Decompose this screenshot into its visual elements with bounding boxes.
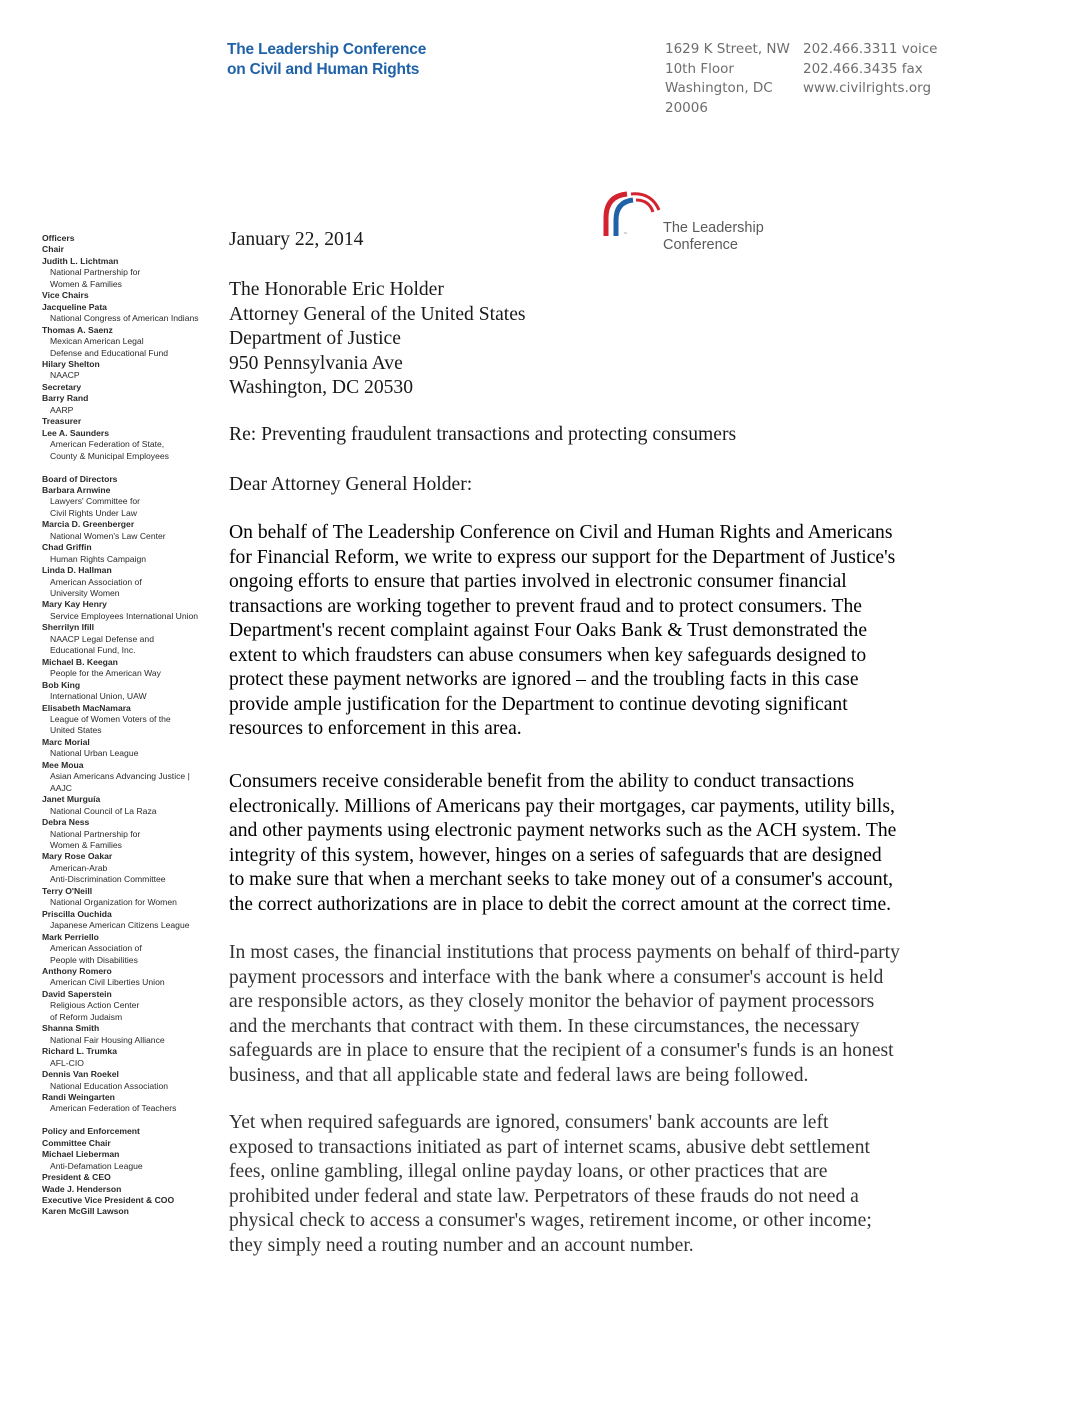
body-paragraph xyxy=(229,770,974,917)
recipient-line: The Honorable Eric Holder xyxy=(229,279,444,300)
sidebar-org: People for the American Way xyxy=(50,668,161,679)
sidebar-name: Michael B. Keegan xyxy=(42,656,118,667)
letter-date: January 22, 2014 xyxy=(229,229,364,250)
address-line: 1629 K Street, NW xyxy=(665,41,790,57)
sidebar-org: Mexican American Legal xyxy=(50,336,144,347)
sidebar-org: Civil Rights Under Law xyxy=(50,507,137,518)
paragraph-line: prohibited under federal and state law. Perpetrators of these frauds do not need a xyxy=(229,1185,859,1207)
paragraph-line: for Financial Reform, we write to express our support for the Department of Justice's xyxy=(229,546,896,568)
website-link[interactable]: www.civilrights.org xyxy=(803,80,932,96)
org-name-line-1: The Leadership Conference xyxy=(227,41,427,58)
sidebar-org: NAACP Legal Defense and xyxy=(50,633,154,644)
address-line: Washington, DC xyxy=(665,80,773,96)
sidebar-org: Japanese American Citizens League xyxy=(50,920,190,931)
sidebar-name: Barry Rand xyxy=(42,393,89,404)
logo-text-line-1: The Leadership xyxy=(663,220,764,236)
sidebar-org: AFL-CIO xyxy=(50,1057,84,1068)
sidebar-org: American-Arab xyxy=(50,862,108,873)
sidebar-name: Lee A. Saunders xyxy=(42,427,110,438)
paragraph-line: safeguards are in place to ensure that the recipient of a consumer's funds is an honest xyxy=(229,1040,894,1061)
org-name-line-2: on Civil and Human Rights xyxy=(227,61,420,78)
logo-text-line-2: Conference xyxy=(663,237,738,253)
sidebar-role: Treasurer xyxy=(42,416,82,427)
sidebar-org: People with Disabilities xyxy=(50,954,138,965)
body-paragraph xyxy=(229,521,974,742)
sidebar-org: Women & Families xyxy=(50,840,122,850)
sidebar-role: Secretary xyxy=(42,381,82,392)
body-paragraph xyxy=(229,941,974,1088)
sidebar-name: Chad Griffin xyxy=(42,542,92,553)
sidebar-name: Jacqueline Pata xyxy=(42,301,107,312)
phone-voice: 202.466.3311 voice xyxy=(803,41,938,57)
paragraph-line: fees, online gambling, illegal online payday loans, or other practices that are xyxy=(229,1161,828,1182)
sidebar-org: AARP xyxy=(50,404,74,415)
sidebar-org: NAACP xyxy=(50,370,80,381)
sidebar-name: Karen McGill Lawson xyxy=(42,1206,129,1217)
sidebar-role: Vice Chairs xyxy=(42,290,89,301)
sidebar-org: Anti-Defamation League xyxy=(50,1160,143,1171)
sidebar-name: David Saperstein xyxy=(42,988,112,999)
sidebar-name: Mary Rose Oakar xyxy=(42,851,113,862)
paragraph-line: provide ample justification for the Department to continue devoting significant xyxy=(229,693,848,715)
paragraph-line: extent to which fraudsters can abuse consumers when key safeguards designed to xyxy=(229,644,867,666)
sidebar-name: Mark Perriello xyxy=(42,931,99,942)
letter-salutation: Dear Attorney General Holder: xyxy=(229,474,473,495)
sidebar-name: Barbara Arnwine xyxy=(42,484,111,495)
sidebar-name: Marc Morial xyxy=(42,736,90,747)
sidebar-name: Janet Murguía xyxy=(42,794,101,805)
sidebar-org: National Education Association xyxy=(50,1080,169,1091)
sidebar-role: Chair xyxy=(42,244,64,255)
letter-subject: Re: Preventing fraudulent transactions and protecting consumers xyxy=(229,424,737,445)
paragraph-line: physical check to access a consumer's wages, retirement income, or other income; xyxy=(229,1210,872,1231)
organization-name xyxy=(227,40,426,80)
sidebar-org: National Women's Law Center xyxy=(50,530,166,541)
sidebar-org: Human Rights Campaign xyxy=(50,553,147,564)
sidebar-org: National Organization for Women xyxy=(50,897,177,908)
sidebar-org: Lawyers' Committee for xyxy=(50,496,140,507)
sidebar-org: Educational Fund, Inc. xyxy=(50,645,136,656)
paragraph-line: to make sure that when a merchant seeks to take money out of a consumer's account, xyxy=(229,869,894,890)
sidebar-spacer xyxy=(42,462,217,473)
sidebar-role: President & CEO xyxy=(42,1172,111,1183)
body-paragraph xyxy=(229,1111,974,1258)
sidebar-name: Priscilla Ouchida xyxy=(42,908,112,919)
paragraph-line: Consumers receive considerable benefit from the ability to conduct transactions xyxy=(229,771,855,792)
sidebar-role: Officers xyxy=(42,233,75,243)
phone-fax: 202.466.3435 fax xyxy=(803,60,923,77)
sidebar-name: Randi Weingarten xyxy=(42,1091,115,1102)
sidebar-org: American Federation of State, xyxy=(50,439,165,450)
sidebar-org: of Reform Judaism xyxy=(50,1011,123,1022)
paragraph-line: transactions are working together to prevent fraud and to protect consumers. The xyxy=(229,595,862,617)
contact-info xyxy=(803,40,938,99)
sidebar-name: Terry O'Neill xyxy=(42,885,93,896)
sidebar-name: Hilary Shelton xyxy=(42,358,100,369)
logo-text xyxy=(663,220,764,254)
paragraph-line: ongoing efforts to ensure that parties involved in electronic consumer financial xyxy=(229,571,847,592)
sidebar-name: Michael Lieberman xyxy=(42,1149,120,1160)
paragraph-line: integrity of this system, however, hinges on a series of safeguards that are designed xyxy=(229,844,882,866)
paragraph-line: exposed to transactions initiated as part of internet scams, abusive debt settlement xyxy=(229,1136,870,1158)
sidebar-org: National Urban League xyxy=(50,748,139,759)
logo-trademark: ™ xyxy=(623,232,628,238)
sidebar-spacer xyxy=(42,1115,217,1126)
sidebar-name: Shanna Smith xyxy=(42,1023,100,1034)
paragraph-line: and other payments using electronic payment networks such as the ACH system. The xyxy=(229,820,897,841)
sidebar-org: International Union, UAW xyxy=(50,691,147,702)
sidebar-name: Mee Moua xyxy=(42,759,84,770)
sidebar-org: University Women xyxy=(50,588,120,599)
paragraph-line: electronically. Millions of Americans pay their mortgages, car payments, utility bills, xyxy=(229,795,895,817)
sidebar-name: Elisabeth MacNamara xyxy=(42,702,131,713)
sidebar-org: League of Women Voters of the xyxy=(50,714,171,725)
recipient-line: 950 Pennsylvania Ave xyxy=(229,352,403,374)
sidebar-org: National Partnership for xyxy=(50,267,141,278)
paragraph-line: are responsible actors, as they closely monitor the behavior of payment processors xyxy=(229,991,875,1012)
paragraph-line: and the merchants that contract with them. In these circumstances, the necessary xyxy=(229,1015,860,1037)
sidebar-org: Women & Families xyxy=(50,278,122,289)
sidebar-role: Committee Chair xyxy=(42,1137,111,1148)
sidebar-org: National Congress of American Indians xyxy=(50,313,199,324)
sidebar-name: Sherrilyn Ifill xyxy=(42,622,95,633)
paragraph-line: In most cases, the financial institutions that process payments on behalf of third-party xyxy=(229,942,900,963)
address-line: 10th Floor xyxy=(665,60,734,77)
sidebar-org: Defense and Educational Fund xyxy=(50,347,169,358)
sidebar-org: National Fair Housing Alliance xyxy=(50,1034,165,1045)
sidebar-org: Religious Action Center xyxy=(50,1000,140,1011)
sidebar-role: Executive Vice President & COO xyxy=(42,1195,175,1206)
sidebar-name: Mary Kay Henry xyxy=(42,599,107,610)
paragraph-line: the correct authorizations are in place to debit the correct amount at the correct time. xyxy=(229,893,892,915)
sidebar-name: Marcia D. Greenberger xyxy=(42,519,135,530)
sidebar-name: Judith L. Lichtman xyxy=(42,255,119,266)
sidebar-role: Policy and Enforcement xyxy=(42,1126,140,1137)
sidebar-name: Dennis Van Roekel xyxy=(42,1069,119,1080)
sidebar-org: Anti-Discrimination Committee xyxy=(50,874,166,885)
sidebar-name: Thomas A. Saenz xyxy=(42,324,113,335)
sidebar-name: Richard L. Trumka xyxy=(42,1046,117,1057)
paragraph-line: protect these payment networks are ignored – and the troubling facts in this case xyxy=(229,669,859,690)
logo-arcs-icon xyxy=(603,188,661,238)
sidebar-name: Debra Ness xyxy=(42,817,90,828)
sidebar-name: Linda D. Hallman xyxy=(42,565,112,576)
paragraph-line: Department's recent complaint against Four Oaks Bank & Trust demonstrated the xyxy=(229,620,868,641)
paragraph-line: resources to enforcement in this area. xyxy=(229,718,522,739)
sidebar-org: National Partnership for xyxy=(50,828,141,839)
address-line: 20006 xyxy=(665,99,708,116)
recipient-line: Washington, DC 20530 xyxy=(229,377,414,398)
leadership-conference-logo xyxy=(603,188,773,254)
sidebar-name: Bob King xyxy=(42,679,81,690)
sidebar-org: American Association of xyxy=(50,943,142,954)
recipient-line: Department of Justice xyxy=(229,328,401,349)
sidebar-org: American Federation of Teachers xyxy=(50,1103,177,1114)
paragraph-line: they simply need a routing number and an account number. xyxy=(229,1234,694,1256)
sidebar-org: American Association of xyxy=(50,576,142,587)
mailing-address xyxy=(665,40,790,118)
paragraph-line: Yet when required safeguards are ignored, consumers' bank accounts are left xyxy=(229,1112,829,1133)
sidebar-org: Service Employees International Union xyxy=(50,610,199,621)
sidebar-name: Wade J. Henderson xyxy=(42,1183,122,1194)
sidebar-name: Anthony Romero xyxy=(42,965,112,976)
sidebar-org: AAJC xyxy=(50,782,72,793)
sidebar-org: National Council of La Raza xyxy=(50,805,157,816)
sidebar-role: Board of Directors xyxy=(42,473,118,484)
sidebar-org: American Civil Liberties Union xyxy=(50,977,165,988)
sidebar-org: United States xyxy=(50,725,102,736)
paragraph-line: payment processors and interface with the bank where a consumer's account is held xyxy=(229,966,884,988)
recipient-line: Attorney General of the United States xyxy=(229,303,526,325)
sidebar-org: Asian Americans Advancing Justice | xyxy=(50,771,190,782)
sidebar-org: County & Municipal Employees xyxy=(50,450,169,461)
paragraph-line: On behalf of The Leadership Conference on Civil and Human Rights and Americans xyxy=(229,522,893,543)
paragraph-line: business, and that all applicable state and federal laws are being followed. xyxy=(229,1064,809,1086)
officers-board-sidebar xyxy=(42,233,217,1218)
